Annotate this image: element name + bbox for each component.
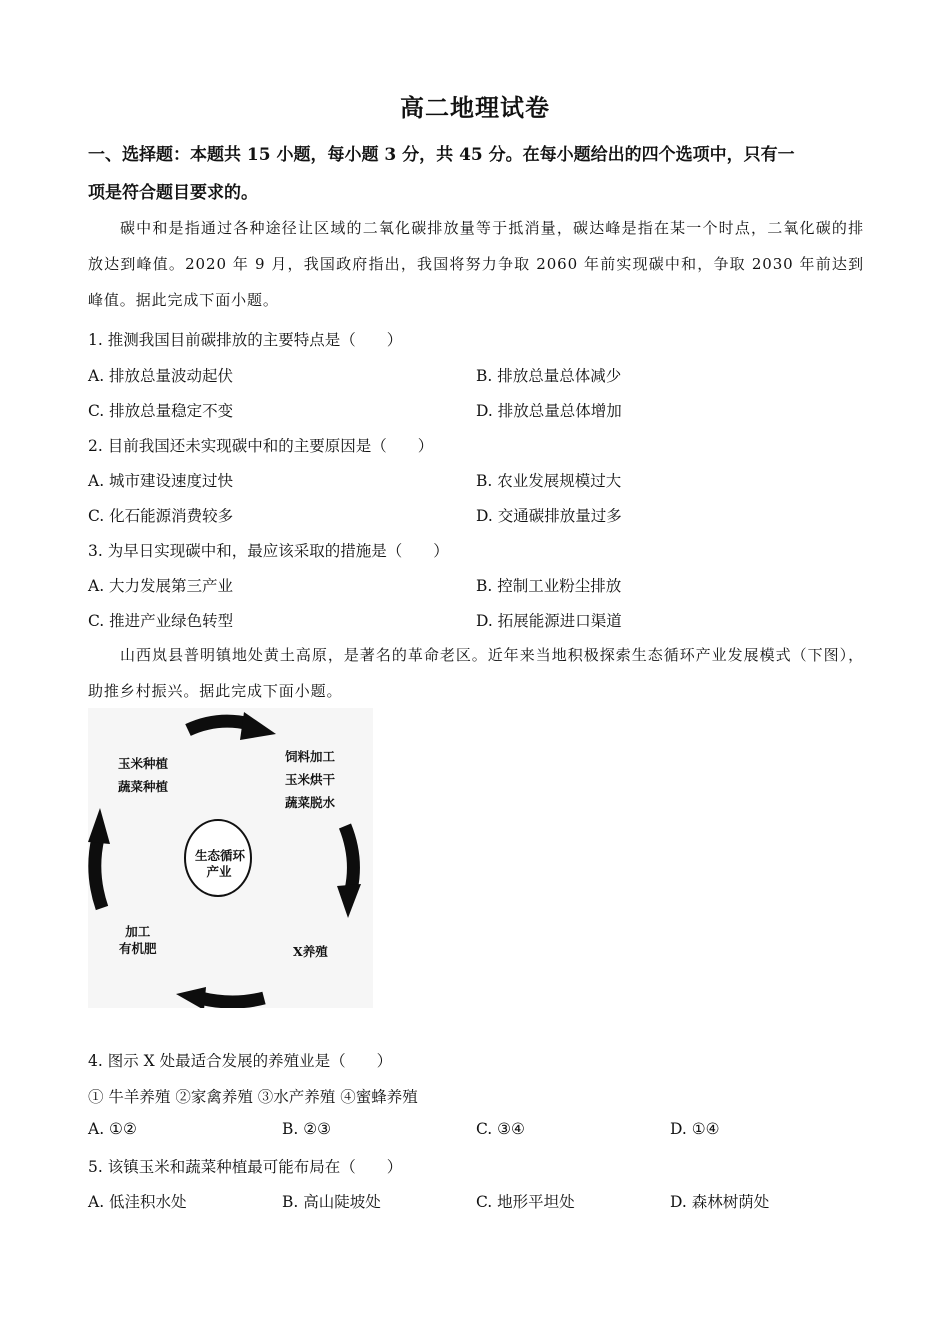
top-right-label-line3: 蔬菜脱水 xyxy=(285,795,336,810)
eco-cycle-diagram xyxy=(88,708,373,1008)
question-2-option-c[interactable]: C. 化石能源消费较多 xyxy=(88,507,234,525)
question-2-option-b[interactable]: B. 农业发展规模过大 xyxy=(476,472,622,490)
question-4-option-a[interactable]: A. ①② xyxy=(88,1120,137,1138)
question-2-option-a[interactable]: A. 城市建设速度过快 xyxy=(88,472,234,490)
question-5-option-d[interactable]: D. 森林树荫处 xyxy=(670,1193,770,1211)
question-3-option-c[interactable]: C. 推进产业绿色转型 xyxy=(88,612,234,630)
question-3-option-a[interactable]: A. 大力发展第三产业 xyxy=(88,577,234,595)
question-1-option-d[interactable]: D. 排放总量总体增加 xyxy=(476,402,622,420)
page-title: 高二地理试卷 xyxy=(400,93,550,122)
question-2-option-d[interactable]: D. 交通碳排放量过多 xyxy=(476,507,622,525)
bottom-left-label-line1: 加工 xyxy=(125,924,151,939)
top-left-label-line1: 玉米种植 xyxy=(118,756,169,771)
question-3-option-b[interactable]: B. 控制工业粉尘排放 xyxy=(476,577,622,595)
bottom-left-label xyxy=(119,923,157,957)
top-left-label xyxy=(118,752,168,798)
question-5-option-a[interactable]: A. 低洼积水处 xyxy=(88,1193,187,1211)
question-1-stem: 1. 推测我国目前碳排放的主要特点是（ ） xyxy=(88,331,403,349)
top-left-label-line2: 蔬菜种植 xyxy=(118,779,169,794)
passage-ecocycle: 山西岚县普明镇地处黄土高原，是著名的革命老区。近年来当地积极探索生态循环产业发展模式（下图），助推乡村振兴。据此完成下面小题。 xyxy=(88,646,864,700)
question-3-option-d[interactable]: D. 拓展能源进口渠道 xyxy=(476,612,622,630)
center-label-line2: 产业 xyxy=(206,864,232,879)
bottom-left-label-line2: 有机肥 xyxy=(119,941,157,956)
question-1-option-b[interactable]: B. 排放总量总体减少 xyxy=(476,367,622,385)
question-5-option-b[interactable]: B. 高山陡坡处 xyxy=(282,1193,381,1211)
question-4-option-b[interactable]: B. ②③ xyxy=(282,1120,332,1138)
question-4-option-c[interactable]: C. ③④ xyxy=(476,1120,525,1138)
question-3-stem: 3. 为早日实现碳中和，最应该采取的措施是（ ） xyxy=(88,542,449,560)
question-1-option-c[interactable]: C. 排放总量稳定不变 xyxy=(88,402,234,420)
question-1-option-a[interactable]: A. 排放总量波动起伏 xyxy=(88,367,234,385)
top-right-label xyxy=(285,745,335,814)
question-2-stem: 2. 目前我国还未实现碳中和的主要原因是（ ） xyxy=(88,437,434,455)
question-5-stem: 5. 该镇玉米和蔬菜种植最可能布局在（ ） xyxy=(88,1158,403,1176)
question-4-option-d[interactable]: D. ①④ xyxy=(670,1120,720,1138)
passage-carbon: 碳中和是指通过各种途径让区域的二氧化碳排放量等于抵消量，碳达峰是指在某一个时点，二氧化碳的排放达到峰值。2020 年 9 月，我国政府指出，我国将努力争取 2060 年前实现碳中和，争取 2030 年前达到峰值。据此完成下面小题。 xyxy=(88,219,864,309)
arrow-left-icon xyxy=(95,838,102,908)
top-right-label-line2: 玉米烘干 xyxy=(285,772,336,787)
question-5-option-c[interactable]: C. 地形平坦处 xyxy=(476,1193,575,1211)
question-4-stem: 4. 图示 X 处最适合发展的养殖业是（ ） xyxy=(88,1052,393,1070)
bottom-right-label: X养殖 xyxy=(293,944,328,959)
section-heading-line1: 一、选择题：本题共 15 小题，每小题 3 分，共 45 分。在每小题给出的四个选项中，只有一 xyxy=(88,145,795,165)
center-label xyxy=(195,848,246,880)
top-right-label-line1: 饲料加工 xyxy=(285,749,336,764)
question-4-items: ① 牛羊养殖 ②家禽养殖 ③水产养殖 ④蜜蜂养殖 xyxy=(88,1088,418,1106)
section-heading-line2: 项是符合题目要求的。 xyxy=(88,183,258,203)
arrow-bottom-icon xyxy=(200,998,264,1002)
center-label-line1: 生态循环 xyxy=(195,848,246,863)
